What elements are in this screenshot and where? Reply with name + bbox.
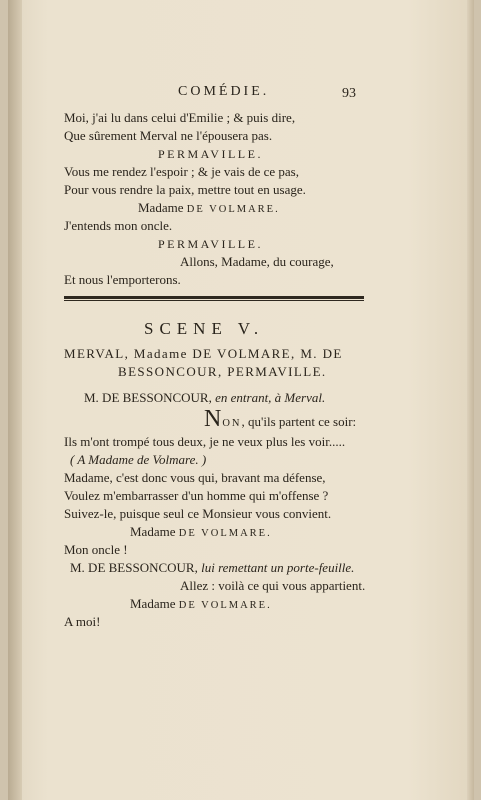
verse-line: Ils m'ont trompé tous deux, je ne veux plus les voir..... xyxy=(64,434,346,449)
speaker-name xyxy=(130,596,272,614)
verse-line: Allons, Madame, du courage, xyxy=(180,254,334,269)
stage-direction xyxy=(70,560,354,576)
verse-line: Allez : voilà ce qui vous appartient. xyxy=(180,578,366,593)
speaker-name: PERMAVILLE. xyxy=(158,237,263,251)
verse-text: , qu'ils partent ce soir: xyxy=(241,414,357,429)
speaker-surname: DE VOLMARE. xyxy=(178,600,272,611)
speaker-name xyxy=(130,524,272,542)
verse-line: Moi, j'ai lu dans celui d'Emilie ; & puis dire, xyxy=(64,110,296,125)
speaker-name: M. DE BESSONCOUR, xyxy=(70,560,198,575)
verse-line: Mon oncle ! xyxy=(64,542,128,557)
page-edge xyxy=(467,0,474,800)
stage-note: lui remettant un porte-feuille. xyxy=(201,560,355,575)
stage-note: en entrant, à Merval. xyxy=(215,390,326,405)
small-caps-word: ON xyxy=(222,418,242,429)
speaker-name: M. DE BESSONCOUR, xyxy=(84,390,212,405)
page-gutter xyxy=(8,0,22,800)
speaker-surname: DE VOLMARE. xyxy=(186,204,280,215)
speaker-name: PERMAVILLE. xyxy=(158,147,263,161)
verse-line: Madame, c'est donc vous qui, bravant ma défense, xyxy=(64,470,326,485)
stage-direction xyxy=(84,390,325,406)
running-title: COMÉDIE. xyxy=(178,84,270,99)
speaker-title: Madame xyxy=(130,596,176,611)
scene-divider-rule xyxy=(64,296,364,301)
verse-line: Pour vous rendre la paix, mettre tout en usage. xyxy=(64,182,306,197)
stage-direction: ( A Madame de Volmare. ) xyxy=(70,452,207,467)
speaker-title: Madame xyxy=(138,200,184,215)
drop-capital: N xyxy=(204,406,223,432)
verse-line xyxy=(204,406,356,437)
verse-line: A moi! xyxy=(64,614,101,629)
speaker-surname: DE VOLMARE. xyxy=(178,528,272,539)
speaker-title: Madame xyxy=(130,524,176,539)
book-page xyxy=(8,0,474,800)
scene-title: SCENE V. xyxy=(144,319,265,338)
verse-line: Suivez-le, puisque seul ce Monsieur vous convient. xyxy=(64,506,332,521)
verse-line: Que sûrement Merval ne l'épousera pas. xyxy=(64,128,273,143)
verse-line: J'entends mon oncle. xyxy=(64,218,173,233)
cast-list-line: MERVAL, Madame DE VOLMARE, M. DE xyxy=(64,346,343,361)
cast-list-line: BESSONCOUR, PERMAVILLE. xyxy=(118,364,327,379)
verse-line: Et nous l'emporterons. xyxy=(64,272,181,287)
verse-line: Voulez m'embarrasser d'un homme qui m'offense ? xyxy=(64,488,329,503)
speaker-name xyxy=(138,200,280,218)
page-number: 93 xyxy=(342,86,356,101)
verse-line: Vous me rendez l'espoir ; & je vais de ce pas, xyxy=(64,164,299,179)
